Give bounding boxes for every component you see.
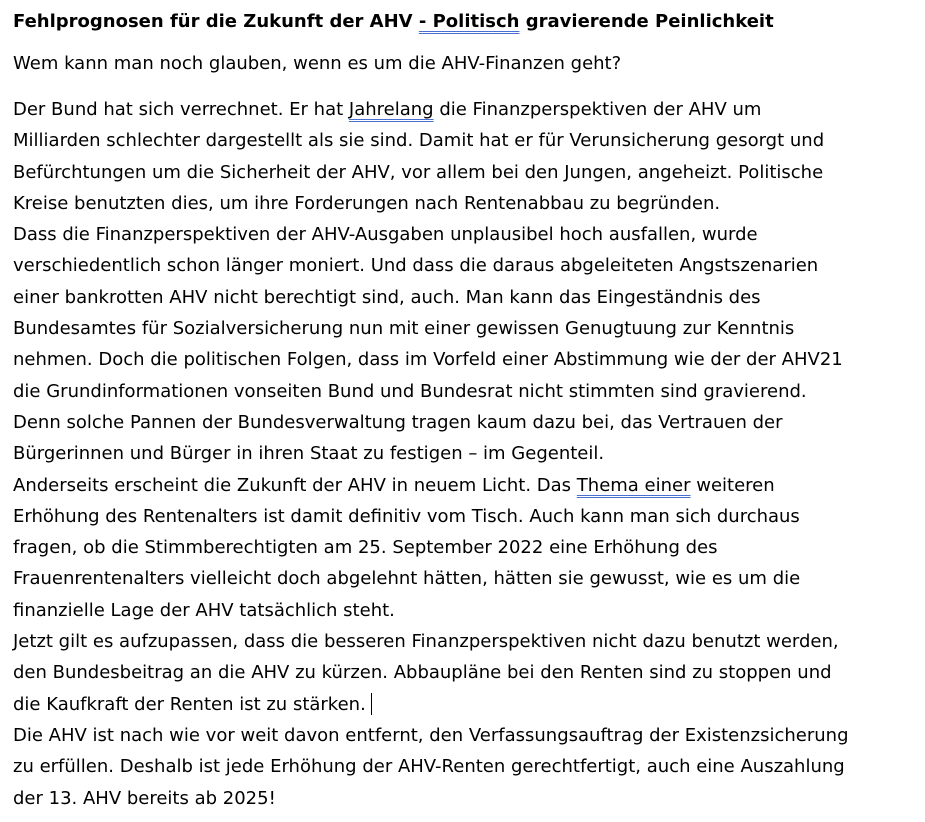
line-text-end: weiteren [690, 474, 775, 496]
line-text-start: Der Bund hat sich verrechnet. Er hat [13, 99, 349, 120]
line-text: einer bankrotten AHV nicht berechtigt sind, auch. Man kann das Eingeständnis des [13, 286, 761, 308]
line-text: Dass die Finanzperspektiven der AHV-Ausgaben unplausibel hoch ausfallen, wurde [13, 224, 758, 246]
line-text: Bürgerinnen und Bürger in ihren Staat zu festigen – im Gegenteil. [13, 443, 605, 465]
line-text: Bundesamtes für Sozialversicherung nun mit einer gewissen Genugtuung zur Kenntnis [13, 318, 795, 340]
text-line [13, 501, 918, 532]
text-line [13, 783, 918, 814]
text-line [13, 532, 918, 563]
text-line [13, 219, 918, 250]
body-paragraph [13, 470, 918, 626]
grammar-flagged-text[interactable]: - Politisch [418, 11, 520, 32]
body-paragraph [13, 720, 918, 814]
text-line [13, 250, 918, 281]
document-subtitle: Wem kann man noch glauben, wenn es um die AHV-Finanzen geht? [13, 53, 622, 74]
line-text: Frauenrentenalters vielleicht doch abgelehnt hätten, hätten sie gewusst, wie es um die [13, 568, 801, 590]
text-line [13, 438, 918, 469]
text-line [13, 188, 918, 219]
text-line [13, 344, 918, 375]
text-line [13, 376, 918, 407]
line-text: zu erfüllen. Deshalb ist jede Erhöhung der AHV-Renten gerechtfertigt, auch eine Auszahlung [13, 756, 845, 778]
text-line [13, 563, 918, 594]
text-line [13, 282, 918, 313]
text-line [13, 689, 918, 720]
line-text: Kreise benutzten dies, um ihre Forderungen nach Rentenabbau zu begründen. [13, 192, 721, 214]
line-text: Befürchtungen um die Sicherheit der AHV, vor allem bei den Jungen, angeheizt. Politische [13, 161, 824, 183]
text-line [13, 595, 918, 626]
line-text: der 13. AHV bereits ab 2025! [13, 787, 276, 809]
title-text-start: Fehlprognosen für die Zukunft der AHV [13, 11, 419, 32]
line-text: die Kaufkraft der Renten ist zu stärken. [13, 693, 366, 715]
line-text: die Grundinformationen vonseiten Bund und Bundesrat nicht stimmten sind gravierend. [13, 380, 807, 402]
text-line [13, 94, 918, 125]
body-paragraph [13, 219, 918, 469]
text-line [13, 657, 918, 688]
text-line [13, 125, 918, 156]
text-line [13, 407, 918, 438]
line-text-start: Anderseits erscheint die Zukunft der AHV in neuem Licht. Das [13, 474, 577, 496]
grammar-flagged-text[interactable]: Jahrelang [348, 99, 434, 120]
text-line [13, 313, 918, 344]
document-title [13, 8, 918, 36]
line-text: nehmen. Doch die politischen Folgen, dass im Vorfeld einer Abstimmung wie der der AHV21 [13, 349, 843, 371]
text-line [13, 470, 918, 501]
line-text: verschiedentlich schon länger moniert. Und dass die daraus abgeleiteten Angstszenarien [13, 255, 819, 277]
line-text: Erhöhung des Rentenalters ist damit definitiv vom Tisch. Auch kann man sich durchaus [13, 505, 800, 527]
line-text: Die AHV ist nach wie vor weit davon entfernt, den Verfassungsauftrag der Existenzsicherung [13, 724, 849, 746]
paragraph-container [13, 94, 918, 814]
title-text-end: gravierende Peinlichkeit [519, 11, 774, 32]
line-text: fragen, ob die Stimmberechtigten am 25. September 2022 eine Erhöhung des [13, 537, 718, 559]
text-cursor [371, 693, 372, 715]
body-paragraph [13, 94, 918, 219]
line-text: Jetzt gilt es aufzupassen, dass die besseren Finanzperspektiven nicht dazu benutzt werden, [13, 631, 839, 653]
line-text: den Bundesbeitrag an die AHV zu kürzen. Abbaupläne bei den Renten sind zu stoppen und [13, 662, 832, 684]
text-line [13, 751, 918, 782]
text-line [13, 157, 918, 188]
line-text: finanzielle Lage der AHV tatsächlich steht. [13, 599, 395, 621]
body-paragraph [13, 626, 918, 720]
line-text-end: die Finanzperspektiven der AHV um [433, 99, 762, 120]
line-text: Milliarden schlechter dargestellt als sie sind. Damit hat er für Verunsicherung gesorgt und [13, 130, 825, 152]
line-text: Denn solche Pannen der Bundesverwaltung tragen kaum dazu bei, das Vertrauen der [13, 411, 783, 433]
grammar-flagged-text[interactable]: Thema einer [576, 474, 691, 496]
document-body[interactable] [13, 8, 918, 814]
text-line [13, 626, 918, 657]
text-line [13, 720, 918, 751]
